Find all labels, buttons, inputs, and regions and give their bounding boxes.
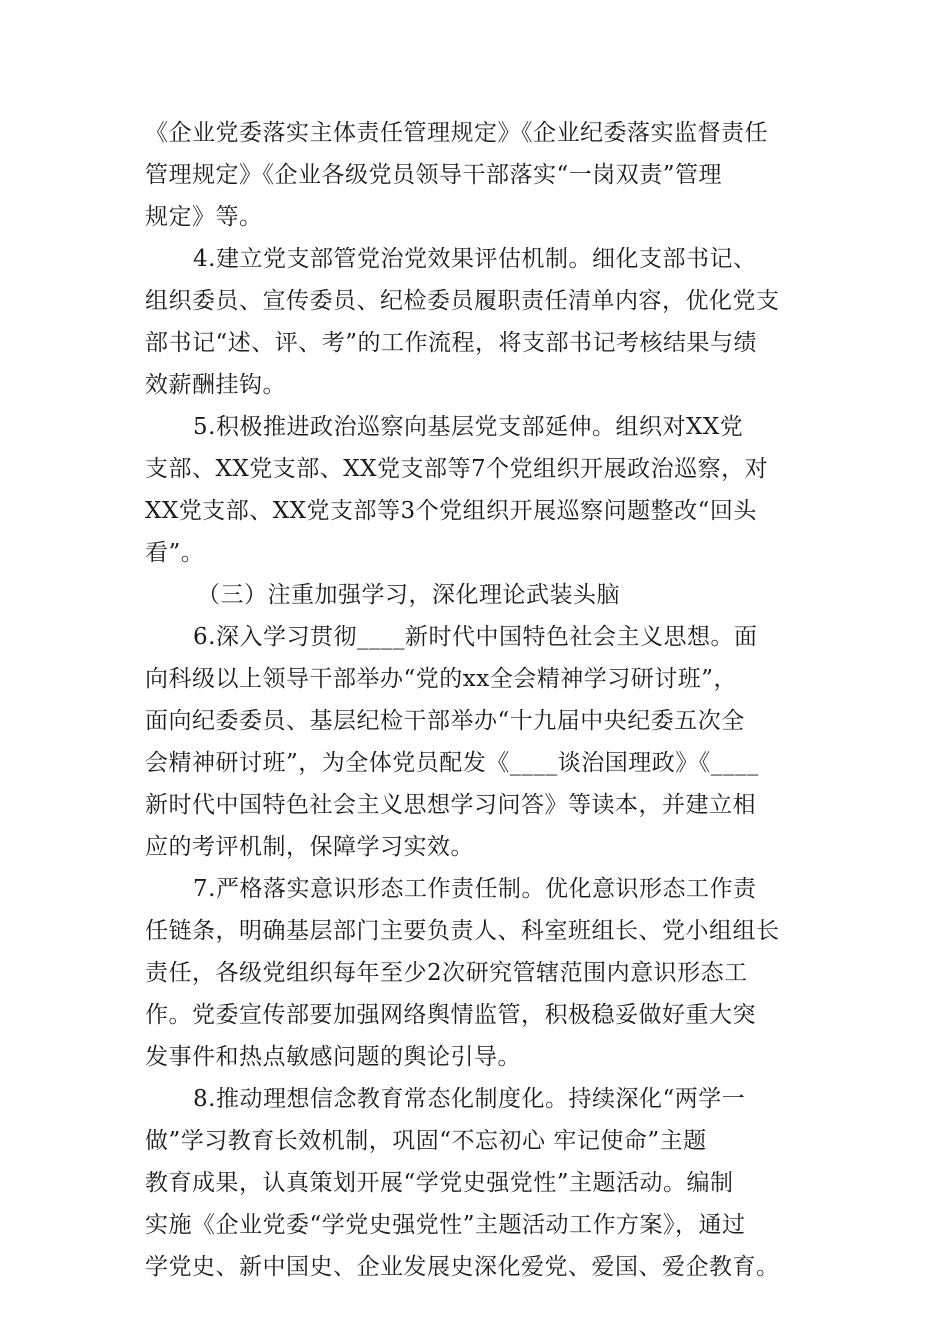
text-line: 作。党委宣传部要加强网络舆情监管，积极稳妥做好重大突 — [145, 1002, 756, 1028]
text-line: 支部、XX党支部、XX党支部等7个党组织开展政治巡察，对 — [145, 456, 769, 482]
text-line: 教育成果，认真策划开展“学党史强党性”主题活动。编制 — [145, 1170, 734, 1196]
text-line: 规定》等。 — [145, 204, 263, 230]
text-line: 组织委员、宣传委员、纪检委员履职责任清单内容，优化党支 — [145, 288, 780, 314]
text-line: 责任，各级党组织每年至少2次研究管辖范围内意识形态工 — [145, 960, 748, 986]
text-line: XX党支部、XX党支部等3个党组织开展巡察问题整改“回头 — [145, 498, 757, 524]
text-line: 看”。 — [145, 540, 205, 566]
paragraph-start-line: 7.严格落实意识形态工作责任制。优化意识形态工作责 — [193, 876, 757, 902]
text-line: 面向纪委委员、基层纪检干部举办“十九届中央纪委五次全 — [145, 708, 745, 734]
text-line: 实施《企业党委“学党史强党性”主题活动工作方案》，通过 — [145, 1212, 746, 1238]
document-body — [145, 112, 815, 1288]
text-line: 《企业党委落实主体责任管理规定》《企业纪委落实监督责任 — [145, 120, 768, 146]
text-line: 管理规定》《企业各级党员领导干部落实“一岗双责”管理 — [145, 162, 723, 188]
text-line: 任链条，明确基层部门主要负责人、科室班组长、党小组组长 — [145, 918, 780, 944]
text-line: 效薪酬挂钩。 — [145, 372, 286, 398]
paragraph-start-line: 8.推动理想信念教育常态化制度化。持续深化“两学一 — [193, 1086, 746, 1112]
section-heading: （三）注重加强学习，深化理论武装头脑 — [197, 582, 620, 608]
text-line: 会精神研讨班”，为全体党员配发《____谈治国理政》《____ — [145, 750, 759, 776]
paragraph-start-line: 5.积极推进政治巡察向基层党支部延伸。组织对XX党 — [193, 414, 744, 440]
paragraph-start-line: 6.深入学习贯彻____新时代中国特色社会主义思想。面 — [193, 624, 758, 650]
text-line: 学党史、新中国史、企业发展史深化爱党、爱国、爱企教育。 — [145, 1254, 780, 1280]
text-line: 应的考评机制，保障学习实效。 — [145, 834, 474, 860]
text-line: 做”学习教育长效机制，巩固“不忘初心 牢记使命”主题 — [145, 1128, 707, 1154]
text-line: 向科级以上领导干部举办“党的xx全会精神学习研讨班”， — [145, 666, 737, 692]
text-line: 新时代中国特色社会主义思想学习问答》等读本，并建立相 — [145, 792, 756, 818]
text-line: 部书记“述、评、考”的工作流程，将支部书记考核结果与绩 — [145, 330, 758, 356]
paragraph-start-line: 4.建立党支部管党治党效果评估机制。细化支部书记、 — [193, 246, 757, 272]
text-line: 发事件和热点敏感问题的舆论引导。 — [145, 1044, 521, 1070]
